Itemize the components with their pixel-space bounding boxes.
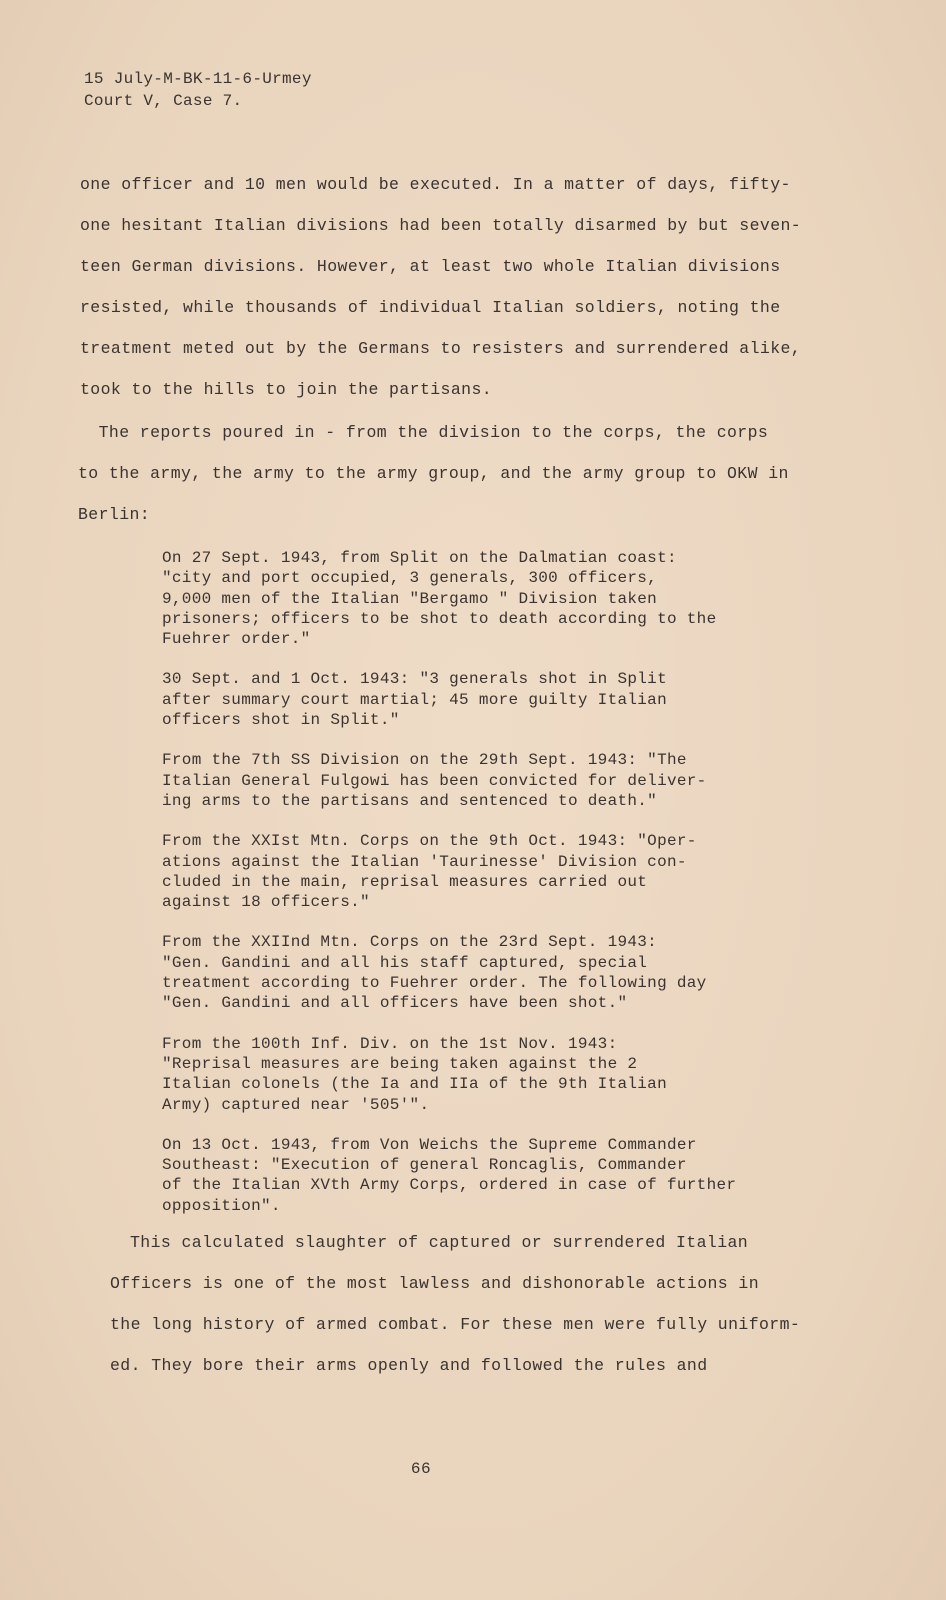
- quote-line: against 18 officers.": [162, 893, 370, 912]
- quote-line: From the XXIst Mtn. Corps on the 9th Oct. 1943: "Oper-: [162, 832, 697, 851]
- paragraph-2-line: to the army, the army to the army group, and the army group to OKW in: [78, 464, 789, 483]
- quote-von-weichs: [162, 1135, 782, 1216]
- paragraph-1-line: teen German divisions. However, at least two whole Italian divisions: [80, 257, 781, 276]
- paragraph-3-line: the long history of armed combat. For these men were fully uniform-: [110, 1315, 801, 1334]
- quote-line: officers shot in Split.": [162, 711, 400, 730]
- paragraph-1-line: resisted, while thousands of individual Italian soldiers, noting the: [80, 298, 781, 317]
- header-court-case: Court V, Case 7.: [84, 92, 243, 110]
- quote-line: "Gen. Gandini and all his staff captured, special: [162, 953, 648, 972]
- paragraph-3: [110, 1222, 820, 1386]
- quote-line: On 27 Sept. 1943, from Split on the Dalmatian coast:: [162, 549, 677, 567]
- quote-100th-inf-div: [162, 1034, 782, 1115]
- document-header: [84, 68, 312, 112]
- quote-line: of the Italian XVth Army Corps, ordered in case of further: [162, 1176, 737, 1195]
- quote-line: From the 7th SS Division on the 29th Sept. 1943: "The: [162, 751, 687, 770]
- header-reference: 15 July-M-BK-11-6-Urmey: [84, 70, 312, 88]
- quote-line: ing arms to the partisans and sentenced to death.": [162, 791, 658, 810]
- quote-line: From the XXIInd Mtn. Corps on the 23rd Sept. 1943:: [162, 933, 658, 952]
- quote-line: Italian colonels (the Ia and IIa of the 9th Italian: [162, 1075, 667, 1094]
- quote-line: Italian General Fulgowi has been convicted for deliver-: [162, 771, 707, 790]
- quote-line: Army) captured near '505'".: [162, 1095, 430, 1114]
- paragraph-1-line: took to the hills to join the partisans.: [80, 380, 493, 399]
- quote-line: "Reprisal measures are being taken against the 2: [162, 1054, 638, 1073]
- quote-line: From the 100th Inf. Div. on the 1st Nov. 1943:: [162, 1034, 618, 1053]
- paragraph-1-line: one hesitant Italian divisions had been totally disarmed by but seven-: [80, 216, 802, 235]
- quote-line: after summary court martial; 45 more guilty Italian: [162, 690, 667, 709]
- quote-line: cluded in the main, reprisal measures carried out: [162, 872, 648, 891]
- quote-line: Fuehrer order.": [162, 630, 311, 649]
- paragraph-3-line: Officers is one of the most lawless and dishonorable actions in: [110, 1274, 760, 1293]
- quote-line: prisoners; officers to be shot to death according to the: [162, 609, 717, 628]
- page-number: 66: [410, 1460, 432, 1478]
- quote-split-30-sept: [162, 669, 782, 730]
- paragraph-2: [78, 412, 818, 535]
- paragraph-3-line: This calculated slaughter of captured or surrendered Italian: [130, 1233, 749, 1252]
- quote-xxist-mtn-corps: [162, 831, 782, 912]
- quoted-reports: [162, 548, 782, 1236]
- paragraph-1-line: treatment meted out by the Germans to resisters and surrendered alike,: [80, 339, 802, 358]
- quote-line: On 13 Oct. 1943, from Von Weichs the Supreme Commander: [162, 1135, 697, 1154]
- paragraph-1: [80, 164, 820, 410]
- quote-xxiind-mtn-corps: [162, 932, 782, 1013]
- quote-line: 30 Sept. and 1 Oct. 1943: "3 generals shot in Split: [162, 670, 667, 689]
- quote-line: 9,000 men of the Italian "Bergamo " Division taken: [162, 589, 658, 608]
- quote-split-27-sept: [162, 548, 782, 649]
- quote-line: ations against the Italian 'Taurinesse' Division con-: [162, 852, 687, 871]
- paragraph-2-line: The reports poured in - from the division to the corps, the corps: [78, 423, 769, 442]
- paragraph-2-line: Berlin:: [78, 505, 151, 524]
- quote-line: Southeast: "Execution of general Roncaglis, Commander: [162, 1156, 687, 1175]
- quote-line: treatment according to Fuehrer order. The following day: [162, 974, 707, 993]
- quote-line: "Gen. Gandini and all officers have been shot.": [162, 994, 628, 1013]
- paragraph-3-line: ed. They bore their arms openly and followed the rules and: [110, 1356, 708, 1375]
- quote-line: "city and port occupied, 3 generals, 300 officers,: [162, 569, 658, 588]
- quote-line: opposition".: [162, 1196, 281, 1215]
- paragraph-1-line: one officer and 10 men would be executed. In a matter of days, fifty-: [80, 175, 791, 194]
- quote-7th-ss-division: [162, 750, 782, 811]
